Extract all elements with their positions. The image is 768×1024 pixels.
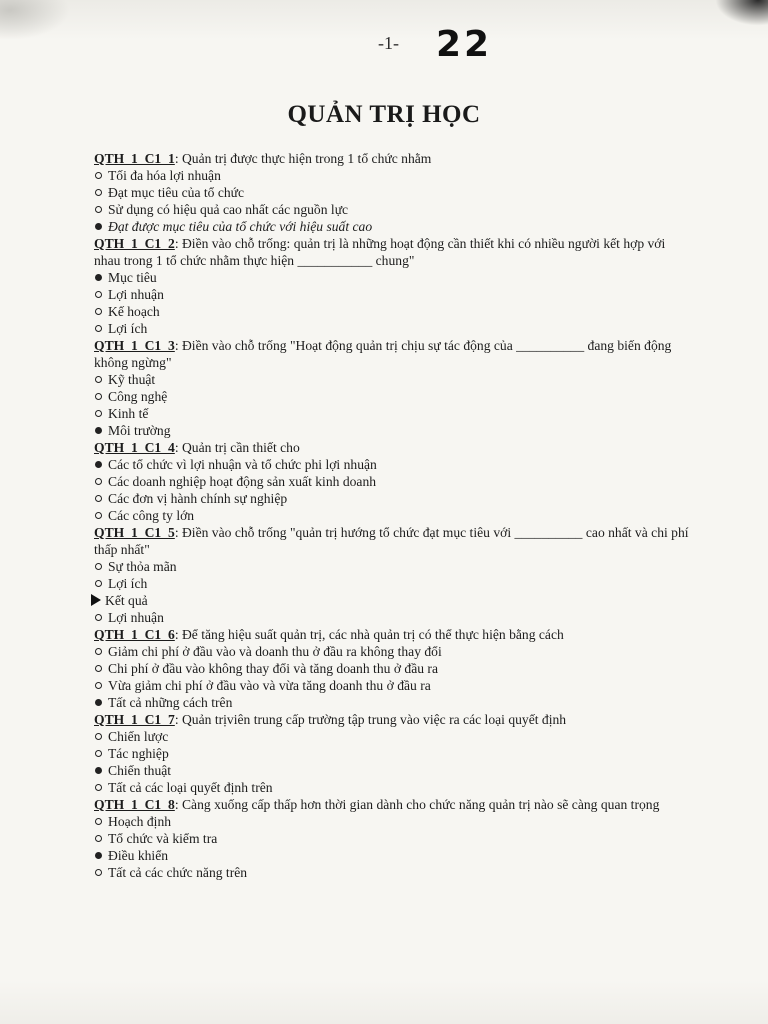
answer-option-label: Tổ chức và kiểm tra	[108, 831, 218, 846]
empty-circle-icon	[95, 478, 102, 485]
question-text	[94, 711, 694, 728]
answer-option	[94, 728, 694, 745]
question-code: QTH_1_C1_6	[94, 627, 175, 642]
answer-option-label: Kỹ thuật	[108, 372, 156, 387]
empty-circle-icon	[95, 750, 102, 757]
answer-option	[94, 694, 694, 711]
question-block	[94, 626, 694, 711]
answer-option-label: Kế hoạch	[108, 304, 160, 319]
question-block	[94, 524, 694, 626]
answer-option	[94, 660, 694, 677]
empty-circle-icon	[95, 563, 102, 570]
answer-option-label: Tất cả những cách trên	[108, 695, 233, 710]
answer-option	[94, 558, 694, 575]
scan-shadow-top-right	[708, 0, 768, 30]
filled-circle-icon	[95, 223, 102, 230]
filled-circle-icon	[95, 699, 102, 706]
answer-option-label: Hoạch định	[108, 814, 172, 829]
filled-circle-icon	[95, 427, 102, 434]
answer-option-label: Tác nghiệp	[108, 746, 169, 761]
answer-option	[94, 847, 694, 864]
answer-option-label: Điều khiển	[108, 848, 169, 863]
filled-circle-icon	[95, 274, 102, 281]
answer-option	[94, 422, 694, 439]
question-text	[94, 150, 694, 167]
empty-circle-icon	[95, 818, 102, 825]
question-code: QTH_1_C1_1	[94, 151, 175, 166]
question-code: QTH_1_C1_7	[94, 712, 175, 727]
answer-option-label: Tất cả các chức năng trên	[108, 865, 248, 880]
empty-circle-icon	[95, 393, 102, 400]
answer-option	[94, 745, 694, 762]
empty-circle-icon	[95, 869, 102, 876]
empty-circle-icon	[95, 784, 102, 791]
question-block	[94, 235, 694, 337]
question-body: : Điền vào chỗ trống "Hoạt động quản trị chịu sự tác động của __________ đang biến động không ngừng"	[94, 338, 672, 370]
answer-option	[94, 388, 694, 405]
question-text	[94, 626, 694, 643]
answer-option	[94, 575, 694, 592]
answer-option-label: Giảm chi phí ở đầu vào và doanh thu ở đầu ra không thay đổi	[108, 644, 442, 659]
empty-circle-icon	[95, 495, 102, 502]
answer-option	[94, 286, 694, 303]
question-body: : Quản trịviên trung cấp trường tập trung vào việc ra các loại quyết định	[174, 712, 567, 727]
empty-circle-icon	[95, 733, 102, 740]
answer-option-label: Sử dụng có hiệu quả cao nhất các nguồn lực	[108, 202, 349, 217]
answer-option	[94, 490, 694, 507]
answer-option	[94, 303, 694, 320]
answer-option	[94, 507, 694, 524]
empty-circle-icon	[95, 682, 102, 689]
answer-option	[94, 609, 694, 626]
question-body: : Điền vào chỗ trống "quản trị hướng tổ chức đạt mục tiêu với __________ cao nhất và chi phí thấp nhất"	[94, 525, 689, 557]
answer-option-label: Lợi nhuận	[108, 287, 164, 302]
answer-option	[94, 456, 694, 473]
empty-circle-icon	[95, 665, 102, 672]
question-text	[94, 235, 694, 269]
question-text	[94, 337, 694, 371]
empty-circle-icon	[95, 835, 102, 842]
question-text	[94, 796, 694, 813]
filled-circle-icon	[95, 852, 102, 859]
empty-circle-icon	[95, 580, 102, 587]
answer-option	[94, 779, 694, 796]
answer-option	[94, 218, 694, 235]
empty-circle-icon	[95, 614, 102, 621]
answer-option-label: Công nghệ	[108, 389, 168, 404]
question-code: QTH_1_C1_8	[94, 797, 175, 812]
answer-option	[94, 167, 694, 184]
question-block	[94, 150, 694, 235]
question-body: : Điền vào chỗ trống: quản trị là những hoạt động cần thiết khi có nhiều người kết hợp với nhau trong 1 tổ chức nhằm thực hiện ___________ chung"	[94, 236, 666, 268]
question-code: QTH_1_C1_4	[94, 440, 175, 455]
question-body: : Để tăng hiệu suất quản trị, các nhà quản trị có thể thực hiện bằng cách	[174, 627, 564, 642]
answer-option	[94, 269, 694, 286]
empty-circle-icon	[95, 206, 102, 213]
answer-option	[94, 762, 694, 779]
answer-option-label: Vừa giảm chi phí ở đầu vào và vừa tăng doanh thu ở đầu ra	[108, 678, 431, 693]
answer-option-label: Đạt được mục tiêu của tổ chức với hiệu suất cao	[108, 219, 373, 234]
answer-option-label: Sự thỏa mãn	[108, 559, 177, 574]
answer-option-label: Lợi ích	[108, 576, 148, 591]
answer-option-label: Tối đa hóa lợi nhuận	[108, 168, 221, 183]
filled-circle-icon	[95, 767, 102, 774]
question-block	[94, 711, 694, 796]
empty-circle-icon	[95, 291, 102, 298]
scan-shadow-top-left	[0, 0, 70, 40]
question-text	[94, 439, 694, 456]
answer-option	[94, 371, 694, 388]
answer-option-label: Chiến thuật	[108, 763, 172, 778]
answer-option-label: Kết quả	[105, 593, 148, 608]
answer-option	[94, 813, 694, 830]
empty-circle-icon	[95, 172, 102, 179]
page-number: -1-	[378, 33, 399, 53]
answer-option	[94, 473, 694, 490]
empty-circle-icon	[95, 410, 102, 417]
question-block	[94, 337, 694, 439]
answer-option	[94, 592, 694, 609]
question-body: : Càng xuống cấp thấp hơn thời gian dành cho chức năng quản trị nào sẽ càng quan trọng	[174, 797, 660, 812]
question-code: QTH_1_C1_5	[94, 525, 175, 540]
answer-option	[94, 320, 694, 337]
question-body: : Quản trị được thực hiện trong 1 tổ chức nhằm	[174, 151, 432, 166]
answer-option-label: Chi phí ở đầu vào không thay đổi và tăng doanh thu ở đầu ra	[108, 661, 438, 676]
question-body: : Quản trị cần thiết cho	[174, 440, 300, 455]
answer-option-label: Kinh tế	[108, 406, 149, 421]
answer-option	[94, 864, 694, 881]
answer-option-label: Các doanh nghiệp hoạt động sản xuất kinh doanh	[108, 474, 377, 489]
arrow-marker-icon	[91, 594, 101, 606]
empty-circle-icon	[95, 376, 102, 383]
answer-option-label: Lợi nhuận	[108, 610, 164, 625]
answer-option-label: Tất cả các loại quyết định trên	[108, 780, 273, 795]
answer-option	[94, 405, 694, 422]
empty-circle-icon	[95, 325, 102, 332]
answer-option	[94, 830, 694, 847]
empty-circle-icon	[95, 512, 102, 519]
empty-circle-icon	[95, 308, 102, 315]
question-block	[94, 439, 694, 524]
answer-option	[94, 201, 694, 218]
question-code: QTH_1_C1_3	[94, 338, 175, 353]
empty-circle-icon	[95, 189, 102, 196]
answer-option-label: Môi trường	[108, 423, 171, 438]
handwritten-number: 22	[436, 24, 493, 65]
question-list	[94, 150, 694, 881]
answer-option-label: Các đơn vị hành chính sự nghiệp	[108, 491, 288, 506]
answer-option-label: Các công ty lớn	[108, 508, 195, 523]
answer-option	[94, 677, 694, 694]
question-block	[94, 796, 694, 881]
answer-option	[94, 643, 694, 660]
empty-circle-icon	[95, 648, 102, 655]
answer-option-label: Lợi ích	[108, 321, 148, 336]
answer-option-label: Chiến lược	[108, 729, 169, 744]
answer-option-label: Đạt mục tiêu của tổ chức	[108, 185, 245, 200]
answer-option-label: Các tổ chức vì lợi nhuận và tổ chức phi lợi nhuận	[108, 457, 377, 472]
answer-option-label: Mục tiêu	[108, 270, 157, 285]
filled-circle-icon	[95, 461, 102, 468]
page-title: QUẢN TRỊ HỌC	[287, 101, 481, 128]
question-text	[94, 524, 694, 558]
question-code: QTH_1_C1_2	[94, 236, 175, 251]
answer-option	[94, 184, 694, 201]
